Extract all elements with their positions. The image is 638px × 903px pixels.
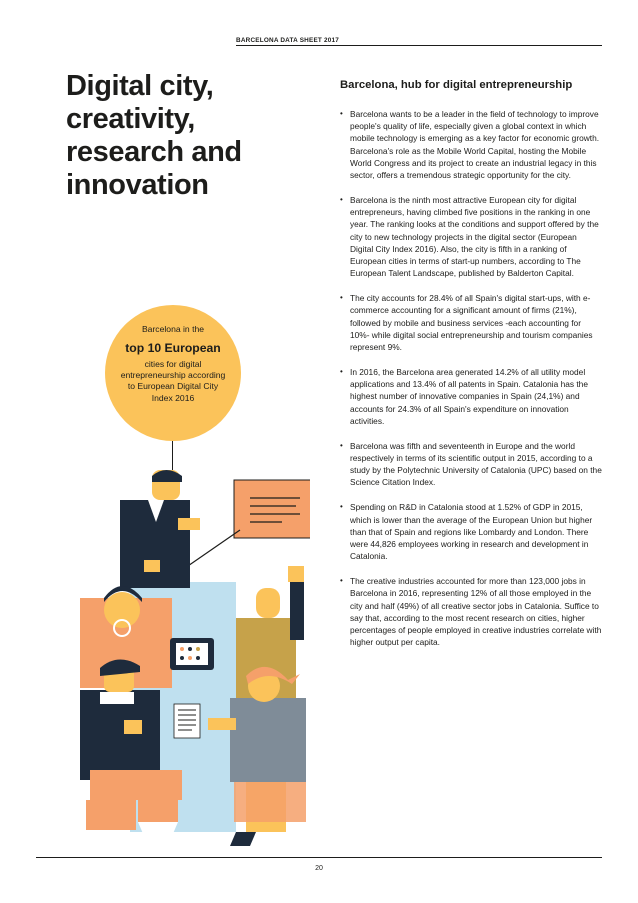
page-title: Digital city, creativity, research and innovation — [66, 70, 242, 201]
bullet-item: • Barcelona is the ninth most attractive European city for digital entrepreneurs, having climbed five positions in the ranking in one year. The ranking looks at the conditions and support offered by the city to new technology projects in the digital sector (European Digital City Index 2016). Also, the city is fifth in a ranking of European cities in terms of start-up numbers, according to The European Talent Landscape, published by Balderton Capital. — [340, 194, 602, 279]
bullet-item: • In 2016, the Barcelona area generated 14.2% of all utility model applications and 13.4% of all patents in Spain. Catalonia has the highest number of innovative companies in Spain (24,1%) and accounts for 24.3% of all Spain's expenditure on innovation activities. — [340, 366, 602, 427]
bullet-item: • Barcelona wants to be a leader in the field of technology to improve people's quality of life, especially given a global context in which mobile technology is emerging as a key factor for economic growth. Barcelona's role as the Mobile World Capital, hosting the Mobile World Congress and its project to create an industrial legacy in this sector, offers a tremendous strategic opportunity for the city. — [340, 108, 602, 181]
bullet-item: • The city accounts for 28.4% of all Spain's digital start-ups, with e-commerce accounting for a significant amount of firms (21%), followed by mobile and business services -each accounting for 10%- while digital social entrepreneurship and tourism companies represent 9%. — [340, 292, 602, 353]
document-icon — [174, 704, 200, 738]
tablet-icon — [170, 638, 214, 670]
header-rule — [236, 45, 602, 46]
bullet-item: • The creative industries accounted for more than 123,000 jobs in Barcelona in 2016, representing 12% of all those employed in the city and half (49%) of all creative sector jobs in Catalonia. Suffice to say that, according to the most recent research on cities, higher percentages of people employed in creative industries correlate with higher output per capita. — [340, 575, 602, 648]
section-heading: Barcelona, hub for digital entrepreneurship — [340, 79, 573, 91]
presentation-board-icon — [185, 480, 310, 568]
page-number: 20 — [315, 865, 323, 872]
bullet-list — [340, 108, 602, 661]
badge-line-1: Barcelona in the — [141, 324, 205, 334]
badge-line-2: top 10 European — [125, 341, 221, 355]
badge-line-3: cities for digital entrepreneurship according to European Digital City Index 2016 — [120, 359, 226, 403]
bullet-item: • Spending on R&D in Catalonia stood at 1.52% of GDP in 2015, which is lower than the average of the European Union but higher than that of Spain and regions like Lombardy and London. There were 44,826 employees working in research and development in Catalonia. — [340, 501, 602, 562]
bullet-item: • Barcelona was fifth and seventeenth in Europe and the world respectively in terms of its scientific output in 2015, according to a study by the Polytechnic University of Catalonia (UPC) based on the Science Citation Index. — [340, 440, 602, 489]
running-header: BARCELONA DATA SHEET 2017 — [236, 37, 340, 44]
ranking-badge — [105, 305, 241, 441]
innovation-illustration — [60, 470, 310, 850]
footer-rule — [36, 857, 602, 858]
